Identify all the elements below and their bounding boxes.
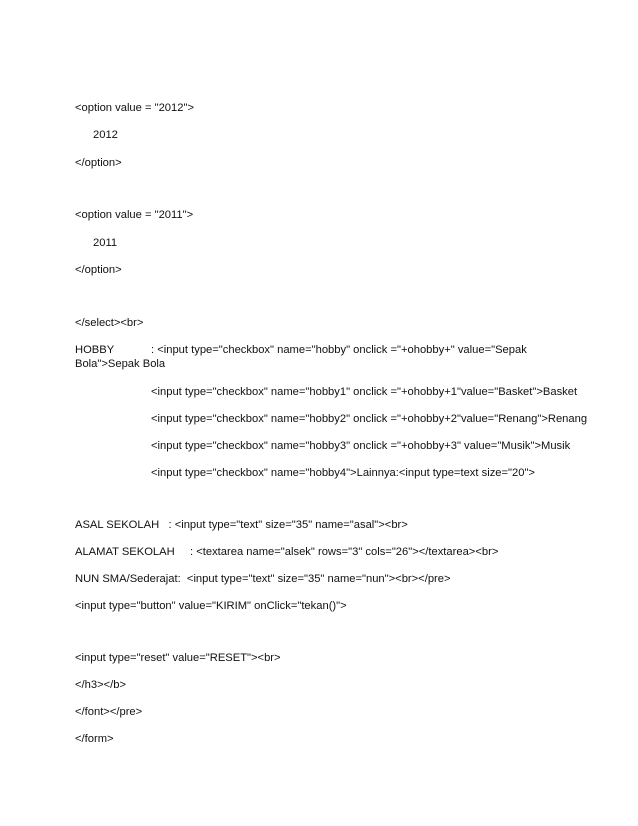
- text-line: ALAMAT SEKOLAH: [75, 546, 175, 558]
- text-line: ASAL SEKOLAH : <input type="text" size="35" name="asal"><br>: [75, 519, 408, 531]
- text-line: </font></pre>: [75, 706, 143, 718]
- text-line: </form>: [75, 733, 114, 745]
- text-line: HOBBY: [75, 344, 115, 356]
- text-line: </option>: [75, 264, 122, 276]
- text-line: <input type="checkbox" name="hobby1" onclick ="+ohobby+1"value="Basket">Basket: [151, 386, 578, 398]
- text-line: Bola">Sepak Bola: [75, 358, 166, 370]
- text-line: <input type="button" value="KIRIM" onClick="tekan()">: [75, 600, 347, 612]
- text-line: <option value = "2011">: [75, 209, 194, 221]
- text-line: 2011: [93, 237, 118, 249]
- text-line: <option value = "2012">: [75, 102, 194, 114]
- text-line: : <input type="checkbox" name="hobby" onclick ="+ohobby+" value="Sepak: [151, 344, 527, 356]
- text-line: : <textarea name="alsek" rows="3" cols="26"></textarea><br>: [190, 546, 499, 558]
- text-line: </select><br>: [75, 317, 144, 329]
- text-line: <input type="checkbox" name="hobby2" onclick ="+ohobby+2"value="Renang">Renang: [151, 413, 588, 425]
- text-line: <input type="checkbox" name="hobby3" onclick ="+ohobby+3" value="Musik">Musik: [151, 440, 571, 452]
- text-line: </option>: [75, 157, 122, 169]
- text-line: 2012: [93, 129, 118, 141]
- text-line: NUN SMA/Sederajat: <input type="text" size="35" name="nun"><br></pre>: [75, 573, 451, 585]
- text-line: <input type="checkbox" name="hobby4">Lainnya:<input type=text size="20">: [151, 467, 535, 479]
- text-line: <input type="reset" value="RESET"><br>: [75, 652, 281, 664]
- text-line: </h3></b>: [75, 679, 127, 691]
